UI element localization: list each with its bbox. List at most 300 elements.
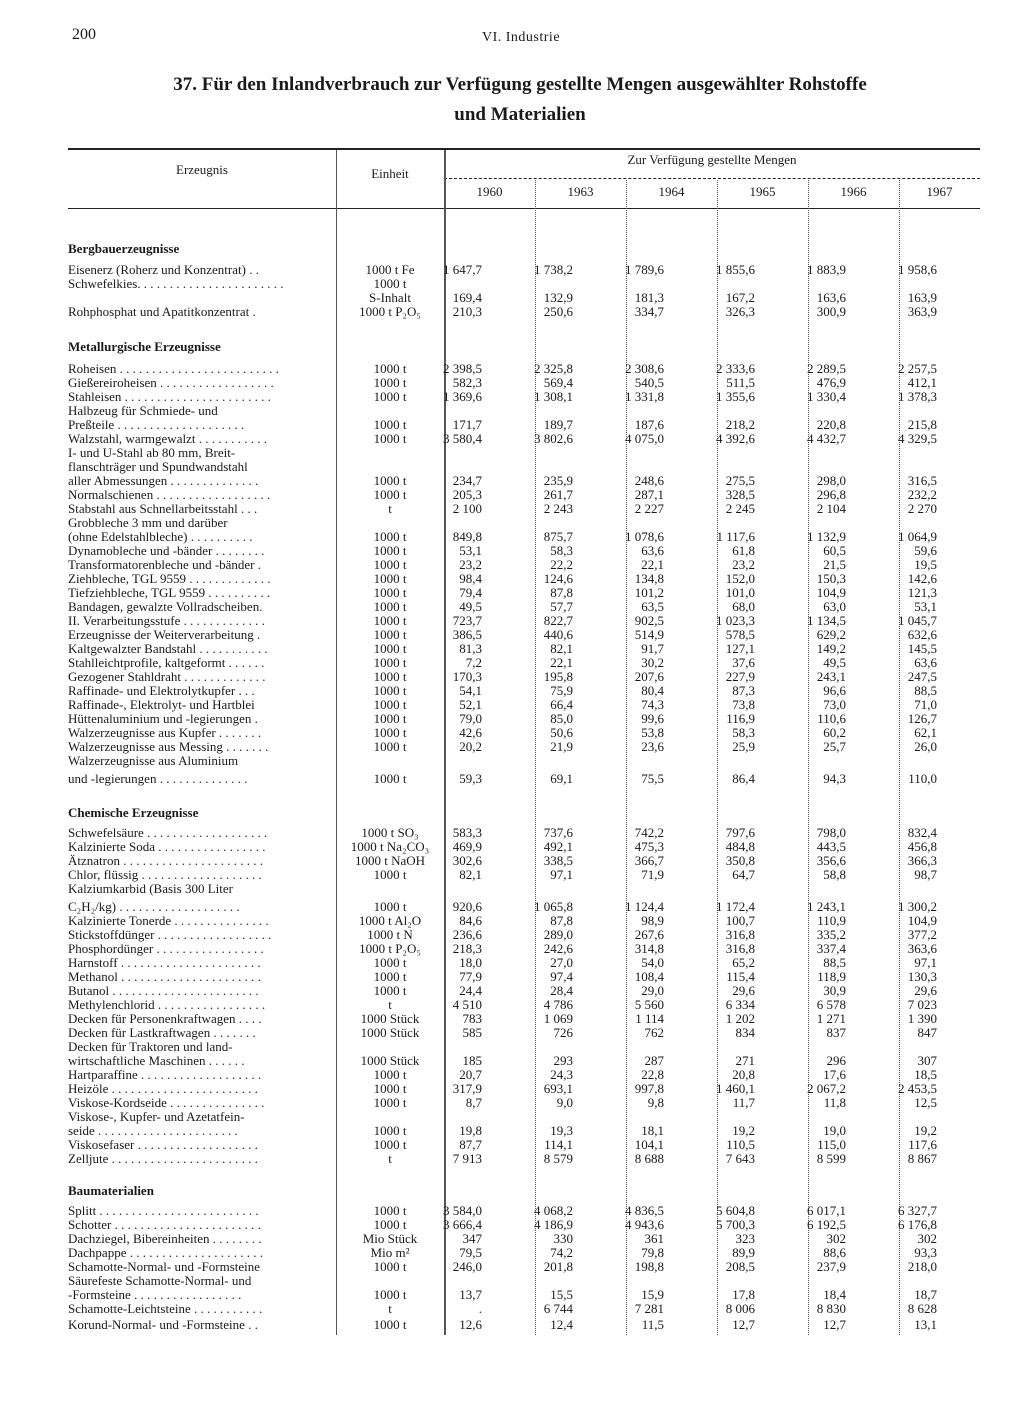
value-cell-1964: 762 (644, 1025, 664, 1040)
unit-cell: 1000 Stück (360, 1053, 420, 1068)
product-label: Decken für Personenkraftwagen . . . . (68, 1012, 262, 1026)
unit-cell: 1000 t (373, 473, 407, 488)
value-cell-1967: 456,8 (907, 839, 937, 854)
value-cell-1965: 64,7 (732, 867, 755, 882)
value-cell-1966: 58,8 (823, 867, 846, 882)
value-cell-1965: 2 333,6 (716, 361, 755, 376)
unit-cell: t (388, 997, 392, 1012)
section-heading: Bergbauerzeugnisse (68, 242, 180, 256)
value-cell-1965: 6 334 (725, 997, 755, 1012)
unit-cell: 1000 t (373, 899, 407, 914)
value-cell-1963: 15,5 (550, 1287, 573, 1302)
value-cell-1967: 12,5 (914, 1095, 937, 1110)
value-cell-1965: 275,5 (725, 473, 755, 488)
value-cell-1966: 21,5 (823, 557, 846, 572)
table-row (0, 376, 1024, 390)
value-cell-1967: 18,7 (914, 1287, 937, 1302)
value-cell-1967: 29,6 (914, 983, 937, 998)
table-row (0, 1068, 1024, 1082)
value-cell-1963: 189,7 (543, 417, 573, 432)
value-cell-1963: 1 069 (543, 1011, 573, 1026)
value-cell-1966: 30,9 (823, 983, 846, 998)
value-cell-1967: 1 045,7 (898, 613, 937, 628)
value-cell-1966: 94,3 (823, 771, 846, 786)
value-cell-1966: 2 104 (816, 501, 846, 516)
header-product: Erzeugnis (176, 162, 228, 177)
product-label: aller Abmessungen . . . . . . . . . . . . . . (68, 474, 259, 488)
table-row (0, 726, 1024, 740)
product-label: Schamotte-Normal- und -Formsteine (68, 1260, 261, 1274)
table-row (0, 502, 1024, 516)
table-row (0, 698, 1024, 712)
unit-cell: 1000 t Na₂CO₃ (350, 839, 430, 854)
unit-cell: 1000 t (373, 375, 407, 390)
unit-cell: 1000 t (373, 983, 407, 998)
product-label: Walzerzeugnisse aus Kupfer . . . . . . . (68, 726, 262, 740)
value-cell-1967: 104,9 (907, 913, 937, 928)
unit-cell: 1000 t (373, 771, 407, 786)
value-cell-1965: 2 245 (725, 501, 755, 516)
unit-cell: 1000 t (373, 641, 407, 656)
product-label: Viskosefaser . . . . . . . . . . . . . . . . . . . (68, 1138, 258, 1152)
value-cell-1965: 350,8 (725, 853, 755, 868)
value-cell-1967: 71,0 (914, 697, 937, 712)
value-cell-1960: 20,7 (459, 1067, 482, 1082)
value-cell-1967: 13,1 (914, 1317, 937, 1332)
value-cell-1964: 902,5 (634, 613, 664, 628)
value-cell-1964: 91,7 (641, 641, 664, 656)
unit-cell: 1000 t (373, 739, 407, 754)
value-cell-1960: 79,0 (459, 711, 482, 726)
product-label: Methylenchlorid . . . . . . . . . . . . . . . . . (68, 998, 266, 1012)
value-cell-1964: 98,9 (641, 913, 664, 928)
value-cell-1966: 49,5 (823, 655, 846, 670)
product-label: wirtschaftliche Maschinen . . . . . . (68, 1054, 245, 1068)
value-cell-1967: 8 628 (907, 1301, 937, 1316)
value-cell-1964: 314,8 (634, 941, 664, 956)
value-cell-1960: 246,0 (452, 1259, 482, 1274)
value-cell-1965: 87,3 (732, 683, 755, 698)
value-cell-1965: 797,6 (725, 825, 755, 840)
value-cell-1963: 132,9 (543, 290, 573, 305)
value-cell-1964: 53,8 (641, 725, 664, 740)
value-cell-1967: 215,8 (907, 417, 937, 432)
unit-cell: 1000 t SO₃ (361, 825, 419, 840)
value-cell-1963: 97,1 (550, 867, 573, 882)
product-label: Stahleisen . . . . . . . . . . . . . . . . . . . . . . . (68, 390, 271, 404)
table-row (0, 656, 1024, 670)
value-cell-1963: 97,4 (550, 969, 573, 984)
value-cell-1965: 152,0 (725, 571, 755, 586)
unit-cell: 1000 t (373, 969, 407, 984)
value-cell-1967: 316,5 (907, 473, 937, 488)
page-number: 200 (72, 26, 96, 43)
value-cell-1960: 3 584,0 (443, 1203, 482, 1218)
table-row (0, 1318, 1024, 1332)
value-cell-1963: 87,8 (550, 913, 573, 928)
product-label: Rohphosphat und Apatitkonzentrat . (68, 305, 256, 319)
value-cell-1963: 6 744 (543, 1301, 573, 1316)
unit-cell: 1000 t (373, 543, 407, 558)
value-cell-1967: 412,1 (907, 375, 937, 390)
product-label: Bandagen, gewalzte Vollradscheiben. (68, 600, 263, 614)
product-label: Kalziumkarbid (Basis 300 Liter (68, 882, 233, 896)
product-label: Normalschienen . . . . . . . . . . . . . . . . . . (68, 488, 271, 502)
table-row (0, 1096, 1024, 1110)
value-cell-1967: 88,5 (914, 683, 937, 698)
value-cell-1966: 220,8 (816, 417, 846, 432)
section-heading: Chemische Erzeugnisse (68, 806, 199, 820)
value-cell-1964: 4 075,0 (625, 431, 664, 446)
table-row (0, 984, 1024, 998)
value-cell-1965: 100,7 (725, 913, 755, 928)
value-cell-1963: 1 065,8 (534, 899, 573, 914)
value-cell-1967: 142,6 (907, 571, 937, 586)
header-group: Zur Verfügung gestellte Mengen (627, 152, 797, 167)
value-cell-1965: 511,5 (726, 375, 755, 390)
value-cell-1963: 4 068,2 (534, 1203, 573, 1218)
table-row (0, 600, 1024, 614)
product-label: flanschträger und Spundwandstahl (68, 460, 248, 474)
value-cell-1963: 75,9 (550, 683, 573, 698)
value-cell-1965: 110,5 (726, 1137, 755, 1152)
section-heading-row (0, 806, 1024, 820)
value-cell-1964: 22,1 (641, 557, 664, 572)
unit-cell: 1000 t (373, 627, 407, 642)
value-cell-1965: 218,2 (725, 417, 755, 432)
value-cell-1966: 6 017,1 (807, 1203, 846, 1218)
value-cell-1965: 61,8 (732, 543, 755, 558)
value-cell-1963: 114,1 (544, 1137, 573, 1152)
value-cell-1960: 53,1 (459, 543, 482, 558)
product-label: Roheisen . . . . . . . . . . . . . . . . . . . . . . . . . (68, 362, 279, 376)
value-cell-1960: 170,3 (452, 669, 482, 684)
value-cell-1966: 243,1 (816, 669, 846, 684)
value-cell-1966: 60,5 (823, 543, 846, 558)
value-cell-1960: 205,3 (452, 487, 482, 502)
unit-cell: 1000 t (373, 697, 407, 712)
unit-cell: 1000 t (373, 431, 407, 446)
value-cell-1967: 6 176,8 (898, 1217, 937, 1232)
product-label: Kalzinierte Tonerde . . . . . . . . . . . . . . . (68, 914, 269, 928)
value-cell-1967: 1 064,9 (898, 529, 937, 544)
product-label: Kalzinierte Soda . . . . . . . . . . . . . . . . . (68, 840, 266, 854)
value-cell-1960: 18,0 (459, 955, 482, 970)
value-cell-1966: 88,6 (823, 1245, 846, 1260)
value-cell-1960: 723,7 (452, 613, 482, 628)
unit-cell: 1000 t NaOH (354, 853, 426, 868)
value-cell-1966: 298,0 (816, 473, 846, 488)
value-cell-1960: 52,1 (459, 697, 482, 712)
product-label: Ziehbleche, TGL 9559 . . . . . . . . . . . . . (68, 572, 271, 586)
value-cell-1960: 302,6 (452, 853, 482, 868)
product-label: Korund-Normal- und -Formsteine . . (68, 1318, 258, 1332)
value-cell-1966: 4 432,7 (807, 431, 846, 446)
value-cell-1964: 15,9 (641, 1287, 664, 1302)
product-label: Walzerzeugnisse aus Messing . . . . . . . (68, 740, 269, 754)
value-cell-1964: 267,6 (634, 927, 664, 942)
value-cell-1967: 363,9 (907, 304, 937, 319)
value-cell-1965: 271 (735, 1053, 755, 1068)
table-row (0, 942, 1024, 956)
value-cell-1960: 2 398,5 (443, 361, 482, 376)
value-cell-1967: 26,0 (914, 739, 937, 754)
value-cell-1963: 2 243 (543, 501, 573, 516)
product-label: seide . . . . . . . . . . . . . . . . . . . . . . (68, 1124, 238, 1138)
value-cell-1966: 110,9 (817, 913, 846, 928)
value-cell-1965: 65,2 (732, 955, 755, 970)
value-cell-1963: 1 308,1 (534, 389, 573, 404)
value-cell-1966: 296 (826, 1053, 846, 1068)
table-row (0, 474, 1024, 488)
value-cell-1960: 79,5 (459, 1245, 482, 1260)
value-cell-1960: 171,7 (452, 417, 482, 432)
value-cell-1964: 18,1 (641, 1123, 664, 1138)
value-cell-1965: 1 117,6 (716, 529, 755, 544)
product-label: Stickstoffdünger . . . . . . . . . . . . . . . . . . (68, 928, 272, 942)
value-cell-1963: 85,0 (550, 711, 573, 726)
value-cell-1967: 2 453,5 (898, 1081, 937, 1096)
product-label: Viskose-, Kupfer- und Azetatfein- (68, 1110, 245, 1124)
value-cell-1960: 583,3 (452, 825, 482, 840)
product-label: Eisenerz (Roherz und Konzentrat) . . (68, 263, 259, 277)
product-label: Splitt . . . . . . . . . . . . . . . . . . . . . . . . . (68, 1204, 259, 1218)
unit-cell: 1000 t (373, 1095, 407, 1110)
value-cell-1966: 296,8 (816, 487, 846, 502)
product-label: (ohne Edelstahlbleche) . . . . . . . . . . (68, 530, 253, 544)
value-cell-1963: 27,0 (550, 955, 573, 970)
value-cell-1967: 4 329,5 (898, 431, 937, 446)
value-cell-1965: 4 392,6 (716, 431, 755, 446)
table-row (0, 840, 1024, 854)
unit-cell: 1000 t (373, 557, 407, 572)
header-year-1960: 1960 (476, 184, 503, 199)
unit-cell: 1000 t N (367, 927, 413, 942)
product-label: Dynamobleche und -bänder . . . . . . . . (68, 544, 265, 558)
product-label: Chlor, flüssig . . . . . . . . . . . . . . . . . . . (68, 868, 262, 882)
value-cell-1965: 1 355,6 (716, 389, 755, 404)
value-cell-1967: 1 300,2 (898, 899, 937, 914)
value-cell-1963: 737,6 (543, 825, 573, 840)
table-row (0, 1218, 1024, 1232)
value-cell-1963: 726 (553, 1025, 573, 1040)
value-cell-1964: 80,4 (641, 683, 664, 698)
value-cell-1967: 847 (917, 1025, 937, 1040)
table-row (0, 956, 1024, 970)
value-cell-1967: 19,5 (914, 557, 937, 572)
product-label: Säurefeste Schamotte-Normal- und (68, 1274, 252, 1288)
table-row (0, 1082, 1024, 1096)
value-cell-1960: 79,4 (459, 585, 482, 600)
product-label: Transformatorenbleche und -bänder . (68, 558, 262, 572)
value-cell-1960: 1 369,6 (443, 389, 482, 404)
value-cell-1964: 2 308,6 (625, 361, 664, 376)
value-cell-1960: 185 (462, 1053, 482, 1068)
section-heading-row (0, 242, 1024, 256)
value-cell-1967: 247,5 (907, 669, 937, 684)
table-row (0, 1138, 1024, 1152)
value-cell-1967: 18,5 (914, 1067, 937, 1082)
header-year-1965: 1965 (749, 184, 776, 199)
value-cell-1964: 2 227 (634, 501, 664, 516)
value-cell-1967: 218,0 (907, 1259, 937, 1274)
value-cell-1960: 20,2 (459, 739, 482, 754)
unit-cell: 1000 t (373, 1081, 407, 1096)
section-heading-row (0, 340, 1024, 354)
value-cell-1963: 69,1 (550, 771, 573, 786)
table-row (0, 432, 1024, 446)
value-cell-1963: 338,5 (543, 853, 573, 868)
product-label: Hüttenaluminium und -legierungen . (68, 712, 258, 726)
value-cell-1965: 834 (735, 1025, 755, 1040)
value-cell-1966: 629,2 (816, 627, 846, 642)
value-cell-1967: 1 958,6 (898, 262, 937, 277)
value-cell-1965: 25,9 (732, 739, 755, 754)
value-cell-1960: 469,9 (452, 839, 482, 854)
value-cell-1966: 356,6 (816, 853, 846, 868)
table-row (0, 1288, 1024, 1302)
table-row (0, 684, 1024, 698)
value-cell-1963: 58,3 (550, 543, 573, 558)
product-label: Grobbleche 3 mm und darüber (68, 516, 228, 530)
value-cell-1967: 97,1 (914, 955, 937, 970)
value-cell-1964: 742,2 (634, 825, 664, 840)
value-cell-1966: 1 134,5 (807, 613, 846, 628)
unit-cell: 1000 t (373, 585, 407, 600)
value-cell-1966: 300,9 (816, 304, 846, 319)
header-bottom-rule (68, 208, 980, 209)
value-cell-1963: 242,6 (543, 941, 573, 956)
unit-cell: 1000 t (373, 955, 407, 970)
value-cell-1967: 1 378,3 (898, 389, 937, 404)
product-label: Walzstahl, warmgewalzt . . . . . . . . . . . (68, 432, 267, 446)
table-row (0, 998, 1024, 1012)
value-cell-1966: 11,8 (823, 1095, 846, 1110)
product-label: Tiefziehbleche, TGL 9559 . . . . . . . . . . (68, 586, 271, 600)
value-cell-1965: 58,3 (732, 725, 755, 740)
value-cell-1966: 96,6 (823, 683, 846, 698)
value-cell-1964: 198,8 (634, 1259, 664, 1274)
value-cell-1963: 1 738,2 (534, 262, 573, 277)
value-cell-1964: 9,8 (647, 1095, 664, 1110)
value-cell-1963: 12,4 (550, 1317, 573, 1332)
value-cell-1964: 361 (644, 1231, 664, 1246)
table-row (0, 772, 1024, 786)
value-cell-1960: 236,6 (452, 927, 482, 942)
value-cell-1966: 115,0 (817, 1137, 846, 1152)
value-cell-1966: 60,2 (823, 725, 846, 740)
table-row (0, 1302, 1024, 1316)
value-cell-1967: 63,6 (914, 655, 937, 670)
value-cell-1967: 232,2 (907, 487, 937, 502)
value-cell-1963: 22,2 (550, 557, 573, 572)
value-cell-1960: 317,9 (452, 1081, 482, 1096)
value-cell-1965: 89,9 (732, 1245, 755, 1260)
value-cell-1966: 2 289,5 (807, 361, 846, 376)
header-year-1963: 1963 (567, 184, 594, 199)
value-cell-1965: 29,6 (732, 983, 755, 998)
table-row (0, 558, 1024, 572)
value-cell-1966: 837 (826, 1025, 846, 1040)
value-cell-1965: 1 855,6 (716, 262, 755, 277)
value-cell-1963: 3 802,6 (534, 431, 573, 446)
value-cell-1966: 1 271 (816, 1011, 846, 1026)
unit-cell: 1000 t (373, 599, 407, 614)
table-row (0, 488, 1024, 502)
value-cell-1965: 73,8 (732, 697, 755, 712)
value-cell-1966: 2 067,2 (807, 1081, 846, 1096)
table-row (0, 900, 1024, 914)
value-cell-1963: 21,9 (550, 739, 573, 754)
table-row (0, 530, 1024, 544)
product-label: Stahlleichtprofile, kaltgeformt . . . . . . (68, 656, 265, 670)
value-cell-1964: 5 560 (634, 997, 664, 1012)
title-line-2: und Materialien (454, 104, 586, 125)
unit-cell: t (388, 1301, 392, 1316)
table-row (0, 928, 1024, 942)
header-year-1966: 1966 (840, 184, 867, 199)
value-cell-1966: 19,0 (823, 1123, 846, 1138)
value-cell-1960: 24,4 (459, 983, 482, 998)
product-label: I- und U-Stahl ab 80 mm, Breit- (68, 446, 236, 460)
value-cell-1967: 2 257,5 (898, 361, 937, 376)
unit-cell: t (388, 501, 392, 516)
table-row (0, 277, 1024, 291)
value-cell-1964: 63,6 (641, 543, 664, 558)
value-cell-1966: 25,7 (823, 739, 846, 754)
product-label: Preßteile . . . . . . . . . . . . . . . . . . . . (68, 418, 245, 432)
value-cell-1960: 19,8 (459, 1123, 482, 1138)
value-cell-1964: 181,3 (634, 290, 664, 305)
value-cell-1963: 8 579 (543, 1151, 573, 1166)
unit-cell: Mio Stück (362, 1231, 418, 1246)
unit-cell: 1000 t (373, 1067, 407, 1082)
value-cell-1960: 42,6 (459, 725, 482, 740)
value-cell-1965: 484,8 (725, 839, 755, 854)
value-cell-1964: 101,2 (634, 585, 664, 600)
product-label: Erzeugnisse der Weiterverarbeitung . (68, 628, 261, 642)
unit-cell: 1000 t (373, 276, 407, 291)
table-row (0, 544, 1024, 558)
table-row (0, 670, 1024, 684)
product-label: Schamotte-Leichtsteine . . . . . . . . . . . (68, 1302, 263, 1316)
value-cell-1963: 289,0 (543, 927, 573, 942)
value-cell-1967: 377,2 (907, 927, 937, 942)
table-row (0, 1054, 1024, 1068)
value-cell-1960: 8,7 (465, 1095, 482, 1110)
unit-cell: 1000 t (373, 1259, 407, 1274)
value-cell-1964: 11,5 (641, 1317, 664, 1332)
value-cell-1967: 121,3 (907, 585, 937, 600)
value-cell-1964: 187,6 (634, 417, 664, 432)
value-cell-1963: 82,1 (550, 641, 573, 656)
header-year-1967: 1967 (926, 184, 953, 199)
value-cell-1966: 149,2 (816, 641, 846, 656)
value-cell-1963: 250,6 (543, 304, 573, 319)
unit-cell: 1000 t P₂O₅ (359, 304, 421, 319)
value-cell-1965: 68,0 (732, 599, 755, 614)
value-cell-1967: 632,6 (907, 627, 937, 642)
value-cell-1966: 6 578 (816, 997, 846, 1012)
value-cell-1960: 210,3 (452, 304, 482, 319)
table-row (0, 868, 1024, 882)
table-row (0, 390, 1024, 404)
value-cell-1963: 293 (553, 1053, 573, 1068)
header-group-rule (444, 178, 980, 179)
value-cell-1967: 117,6 (908, 1137, 937, 1152)
value-cell-1965: 208,5 (725, 1259, 755, 1274)
value-cell-1964: 75,5 (641, 771, 664, 786)
